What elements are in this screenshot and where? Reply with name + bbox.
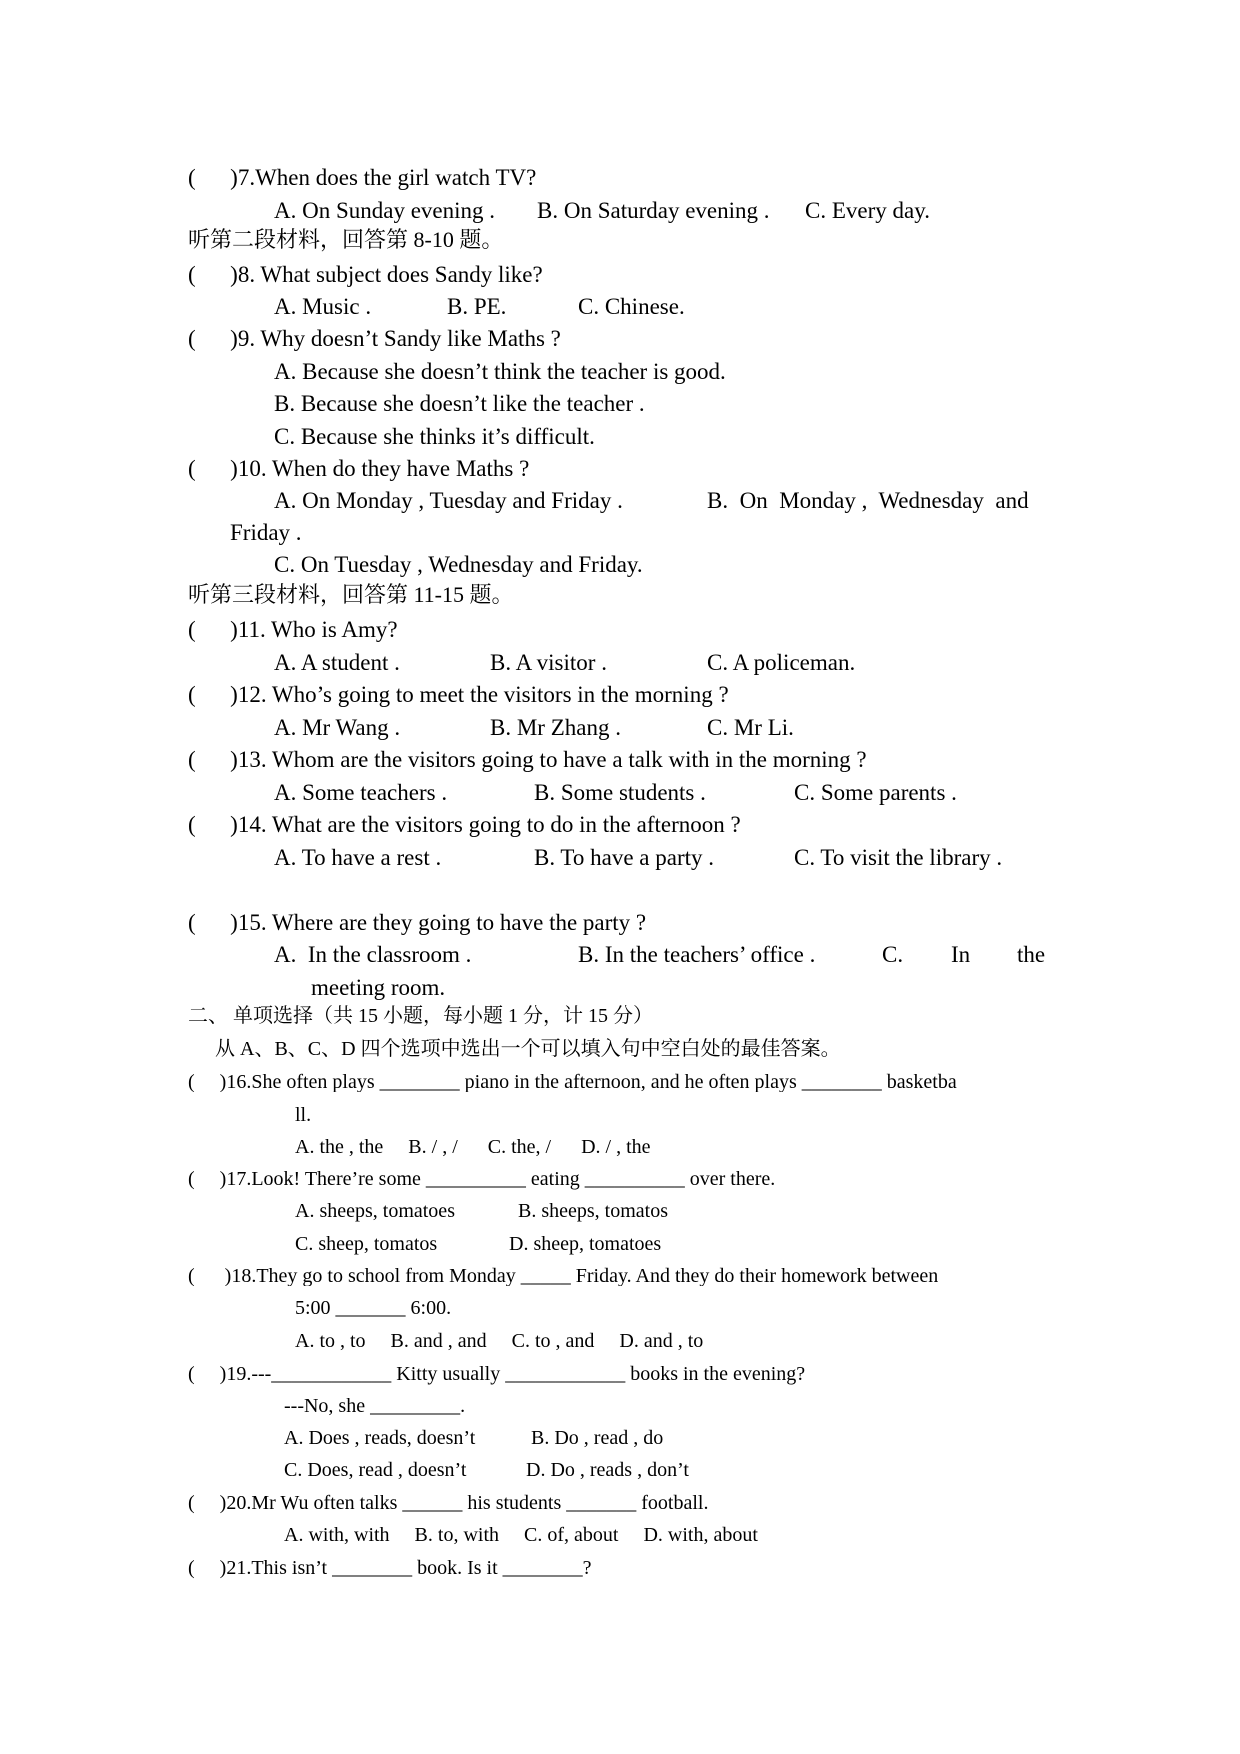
- option-b: B. In the teachers’ office .: [578, 942, 816, 967]
- question-stem: 9. Why doesn’t Sandy like Maths ?: [237, 326, 561, 351]
- option-c: C. sheep, tomatos: [295, 1233, 438, 1255]
- question-stem: 14. What are the visitors going to do in the afternoon ?: [237, 812, 741, 837]
- question-7: [188, 166, 536, 189]
- answer-bracket: ( ): [188, 617, 238, 642]
- question-stem: 17.Look! There’re some __________ eating __________ over there.: [226, 1168, 776, 1190]
- option-b: B. On Monday , Wednesday and: [707, 488, 1029, 513]
- answer-bracket: ( ): [188, 910, 238, 935]
- answer-bracket: ( ): [188, 1557, 227, 1579]
- question-18: [188, 1266, 1046, 1286]
- option-a: A. Mr Wang .: [274, 715, 401, 740]
- option-b: B. Mr Zhang .: [490, 715, 621, 740]
- question-stem: 10. When do they have Maths ?: [237, 456, 530, 481]
- question-11: [188, 618, 398, 641]
- option-c-continued: meeting room.: [311, 975, 446, 1000]
- question-reply: ---No, she _________.: [284, 1395, 466, 1417]
- option-c-word: the: [1017, 942, 1046, 967]
- question-9: [188, 327, 561, 350]
- question-stem: 16.She often plays ________ piano in the afternoon, and he often plays ________ basketba: [226, 1072, 957, 1092]
- option-b: B. A visitor .: [490, 650, 607, 675]
- option-c-word: In: [951, 942, 971, 967]
- option-b: B. sheeps, tomatos: [518, 1200, 668, 1222]
- question-stem: 11. Who is Amy?: [237, 617, 398, 642]
- option-a: A. Does , reads, doesn’t: [284, 1427, 476, 1449]
- question-stem: 19.---____________ Kitty usually ____________ books in the evening?: [226, 1363, 806, 1385]
- question-stem: 13. Whom are the visitors going to have a talk with in the morning ?: [237, 747, 867, 772]
- option-c: C. A policeman.: [707, 650, 856, 675]
- question-stem: 8. What subject does Sandy like?: [237, 262, 543, 287]
- option-c: C. Does, read , doesn’t: [284, 1459, 467, 1481]
- section-heading-listening-3: 听第三段材料，回答第 11-15 题。: [188, 582, 514, 607]
- option-a: A. On Sunday evening .: [274, 198, 496, 223]
- option-d: D. Do , reads , don’t: [526, 1459, 689, 1481]
- section-2-instruction: 从 A、B、C、D 四个选项中选出一个可以填入句中空白处的最佳答案。: [215, 1038, 841, 1060]
- answer-bracket: ( ): [188, 1363, 227, 1385]
- answer-bracket: ( ): [188, 1072, 227, 1092]
- options: A. with, with B. to, with C. of, about D. with, about: [284, 1524, 758, 1546]
- question-15: [188, 911, 646, 934]
- answer-bracket: ( ): [188, 326, 238, 351]
- option-c: C.: [882, 942, 904, 967]
- answer-bracket: ( ): [188, 456, 238, 481]
- question-16: [188, 1072, 1046, 1092]
- options: A. to , to B. and , and C. to , and D. and , to: [295, 1330, 704, 1352]
- answer-bracket: ( ): [188, 165, 238, 190]
- option-b: B. Some students .: [534, 780, 706, 805]
- option-c: C. On Tuesday , Wednesday and Friday.: [274, 552, 643, 577]
- option-a: A. On Monday , Tuesday and Friday .: [274, 488, 623, 513]
- option-a: A. Some teachers .: [274, 780, 448, 805]
- option-a: A. A student .: [274, 650, 400, 675]
- option-b-continued: Friday .: [230, 520, 302, 545]
- option-d: D. sheep, tomatoes: [509, 1233, 662, 1255]
- section-2-title: 二、 单项选择（共 15 小题，每小题 1 分，计 15 分）: [188, 1005, 653, 1027]
- answer-bracket: ( ): [188, 1168, 227, 1190]
- option-b: B. Because she doesn’t like the teacher .: [274, 391, 645, 416]
- question-stem: 18.They go to school from Monday _____ Friday. And they do their homework between: [231, 1266, 939, 1286]
- option-a: A. To have a rest .: [274, 845, 442, 870]
- question-12: [188, 683, 729, 706]
- answer-bracket: ( ): [188, 262, 238, 287]
- question-14: [188, 813, 741, 836]
- question-stem: 21.This isn’t ________ book. Is it ________?: [226, 1557, 592, 1579]
- option-a: A. Music .: [274, 294, 372, 319]
- options: A. the , the B. / , / C. the, / D. / , the: [295, 1136, 651, 1158]
- section-heading-listening-2: 听第二段材料，回答第 8-10 题。: [188, 227, 504, 252]
- answer-bracket: ( ): [188, 812, 238, 837]
- option-b: B. To have a party .: [534, 845, 715, 870]
- answer-bracket: ( ): [188, 1492, 227, 1514]
- question-21: [188, 1558, 592, 1578]
- answer-bracket: ( ): [188, 747, 238, 772]
- answer-bracket: ( ): [188, 682, 238, 707]
- question-17: [188, 1169, 775, 1189]
- option-c: C. Chinese.: [578, 294, 685, 319]
- question-13: [188, 748, 867, 771]
- question-stem-continued: 5:00 _______ 6:00.: [295, 1297, 452, 1319]
- question-stem: 12. Who’s going to meet the visitors in the morning ?: [237, 682, 729, 707]
- question-8: [188, 263, 543, 286]
- option-b: B. On Saturday evening .: [537, 198, 770, 223]
- question-19: [188, 1364, 805, 1384]
- question-20: [188, 1493, 708, 1513]
- answer-bracket: ( ): [188, 1266, 232, 1286]
- option-b: B. PE.: [447, 294, 507, 319]
- option-c: C. Because she thinks it’s difficult.: [274, 424, 595, 449]
- question-stem: 20.Mr Wu often talks ______ his students _______ football.: [226, 1492, 709, 1514]
- option-c: C. Mr Li.: [707, 715, 794, 740]
- option-a: A. In the classroom .: [274, 942, 472, 967]
- question-stem: 7.When does the girl watch TV?: [237, 165, 537, 190]
- option-c: C. Some parents .: [794, 780, 957, 805]
- option-b: B. Do , read , do: [531, 1427, 664, 1449]
- question-stem: 15. Where are they going to have the party ?: [237, 910, 647, 935]
- option-a: A. Because she doesn’t think the teacher is good.: [274, 359, 726, 384]
- option-c: C. Every day.: [805, 198, 930, 223]
- question-stem-continued: ll.: [295, 1104, 312, 1126]
- option-a: A. sheeps, tomatoes: [295, 1200, 455, 1222]
- option-c: C. To visit the library .: [794, 845, 1003, 870]
- question-10: [188, 457, 529, 480]
